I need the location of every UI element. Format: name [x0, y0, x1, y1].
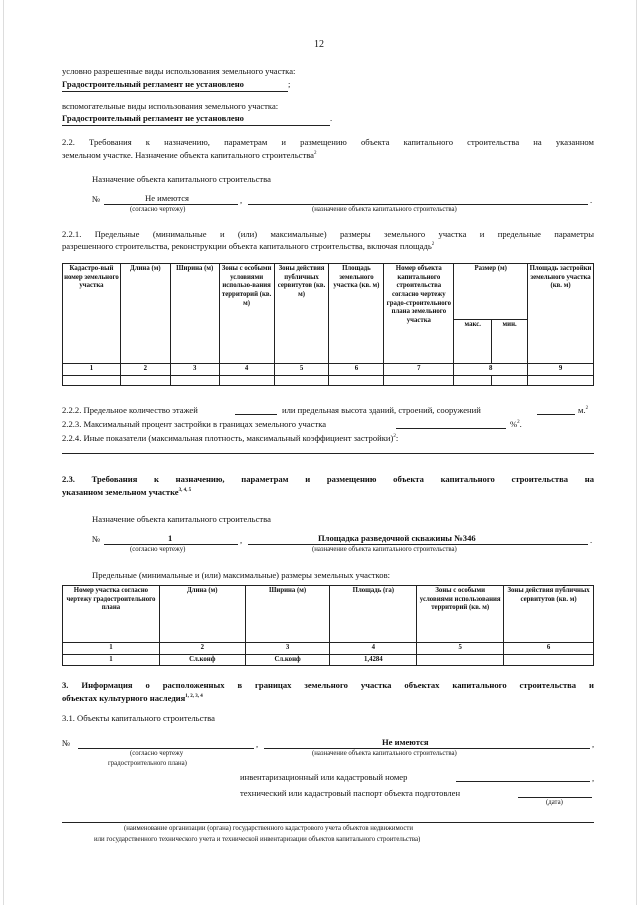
underline: [456, 781, 590, 782]
scan-edge-left: [3, 0, 4, 905]
punctuation: ,: [240, 535, 243, 545]
underline: [396, 428, 506, 429]
column-number: 3: [170, 364, 219, 376]
underline: [104, 204, 238, 205]
scan-edge-right: [636, 0, 637, 905]
table-cell: [329, 375, 384, 385]
caption-purpose: (назначение объекта капитального строительства): [312, 206, 457, 213]
header-area-ha: Площадь (га): [330, 586, 417, 643]
table-cell: [417, 654, 504, 666]
punctuation: ,: [592, 739, 595, 749]
column-number: 9: [528, 364, 594, 376]
underline: [62, 125, 330, 126]
inventory-number-label: инвентаризационный или кадастровый номер: [240, 772, 408, 782]
section-2-3-line2: указанном земельном участке$^{3, 4, 5}$: [62, 487, 192, 497]
header-size-max: макс.: [454, 320, 492, 364]
header-length: Длина (м): [120, 264, 170, 364]
section-3-line2: объектах культурного наследия$^{1, 2, 3, 4}$: [62, 693, 203, 703]
punctuation: .: [330, 113, 333, 123]
caption-organization-2: или государственного технического учета и технической инвентаризации объектов капитального строительства): [94, 836, 421, 843]
underline: [264, 748, 590, 749]
table-cell: [492, 375, 528, 385]
column-number: 4: [330, 643, 417, 655]
header-special-zones: Зоны с особыми условиями использо-вания территорий (кв. м): [219, 264, 274, 364]
column-number: 5: [417, 643, 504, 655]
underline: [248, 544, 588, 545]
section-2-2-line2: земельном участке. Назначение объекта капитального строительства$^2$: [62, 150, 317, 160]
purpose-label: Назначение объекта капитального строительства: [92, 514, 271, 524]
caption-purpose: (назначение объекта капитального строительства): [312, 750, 457, 757]
header-size-min: мин.: [492, 320, 528, 364]
caption-drawing: (согласно чертежу: [130, 750, 184, 757]
table-cell: [384, 375, 454, 385]
section-2-2-4-label: 2.2.4. Иные показатели (максимальная плотность, максимальный коэффициент застройки)$^2$:: [62, 433, 399, 443]
auxiliary-uses-value: Градостроительный регламент не установлено: [62, 113, 244, 123]
objects-value: Не имеются: [382, 737, 429, 747]
table-cell: Сл.конф: [159, 654, 245, 666]
number-sign: №: [92, 534, 101, 544]
header-servitude-zones: Зоны действия публичных сервитутов (кв. м): [274, 264, 329, 364]
table-cell: [528, 375, 594, 385]
underline: [235, 414, 277, 415]
table-cell: [454, 375, 492, 385]
passport-label: технический или кадастровый паспорт объекта подготовлен: [240, 788, 461, 798]
punctuation: .: [590, 195, 593, 205]
object-number: 1: [168, 533, 173, 543]
underline: [62, 91, 288, 92]
caption-purpose: (назначение объекта капитального строительства): [312, 546, 457, 553]
header-special-zones: Зоны с особыми условиями использования территорий (кв. м): [417, 586, 504, 643]
header-build-area: Площадь застройки земельного участка (кв. м): [528, 264, 594, 364]
section-3-line1: 3. Информация о расположенных в границах земельного участка объектах капитального строительства и: [62, 680, 594, 690]
plot-sizes-table: [62, 585, 594, 666]
punctuation: ,: [256, 739, 259, 749]
header-width: Ширина (м): [170, 264, 219, 364]
unit-meters: м.$^2$: [578, 405, 589, 415]
conditional-uses-label: условно разрешенные виды использования земельного участка:: [62, 66, 296, 76]
underline: [78, 748, 254, 749]
purpose-value: Не имеются: [145, 193, 189, 203]
caption-organization-1: (наименование организации (органа) государственного кадастрового учета объектов недвижимости: [124, 825, 413, 832]
parameters-table: [62, 263, 594, 386]
column-number: 1: [63, 364, 121, 376]
section-2-3-line1: 2.3. Требования к назначению, параметрам и размещению объекта капитального строительства на: [62, 474, 594, 484]
underline: [537, 414, 575, 415]
column-number: 2: [120, 364, 170, 376]
table-cell: [170, 375, 219, 385]
header-servitude-zones: Зоны действия публичных сервитутов (кв. м): [504, 586, 594, 643]
table-cell: [63, 375, 121, 385]
section-2-2-1-line2: разрешенного строительства, реконструкции объекта капитального строительства, включая площадь$^2$: [62, 241, 435, 251]
underline: [248, 204, 588, 205]
header-plot-number: Номер участка согласно чертежу градостроительного плана: [63, 586, 160, 643]
unit-percent: %$^2$.: [510, 419, 522, 429]
table-cell: 1: [63, 654, 160, 666]
conditional-uses-value: Градостроительный регламент не установлено: [62, 79, 244, 89]
underline: [62, 453, 594, 454]
punctuation: ,: [240, 195, 243, 205]
plot-limits-label: Предельные (минимальные и (или) максимальные) размеры земельных участков:: [92, 570, 391, 580]
punctuation: .: [590, 535, 593, 545]
header-object-number: Номер объекта капитального строительства согласно чертежу градо-строительного плана земельного участка: [384, 264, 454, 364]
number-sign: №: [62, 738, 71, 748]
table-cell: [504, 654, 594, 666]
page-number: 12: [314, 39, 324, 50]
header-size: Размер (м): [454, 264, 528, 320]
caption-plan: градостроительного плана): [108, 760, 187, 767]
header-length: Длина (м): [159, 586, 245, 643]
underline: [518, 797, 592, 798]
column-number: 6: [329, 364, 384, 376]
section-2-2-2-label-b: или предельная высота зданий, строений, сооружений: [282, 405, 481, 415]
column-number: 2: [159, 643, 245, 655]
column-number: 6: [504, 643, 594, 655]
column-number: 4: [219, 364, 274, 376]
column-number: 1: [63, 643, 160, 655]
underline: [62, 822, 594, 823]
caption-date: (дата): [546, 799, 563, 806]
header-cadastral-number: Кадастро-вый номер земельного участка: [63, 264, 121, 364]
section-2-2-2-label: 2.2.2. Предельное количество этажей: [62, 405, 198, 415]
table-cell: 1,4284: [330, 654, 417, 666]
table-cell: Сл.конф: [245, 654, 330, 666]
section-3-1-title: 3.1. Объекты капитального строительства: [62, 713, 215, 723]
column-number: 8: [454, 364, 528, 376]
caption-drawing: (согласно чертежу): [130, 546, 186, 553]
header-width: Ширина (м): [245, 586, 330, 643]
auxiliary-uses-label: вспомогательные виды использования земельного участка:: [62, 101, 279, 111]
section-2-2-3-label: 2.2.3. Максимальный процент застройки в границах земельного участка: [62, 419, 327, 429]
purpose-label: Назначение объекта капитального строительства: [92, 174, 271, 184]
underline: [104, 544, 238, 545]
table-cell: [274, 375, 329, 385]
number-sign: №: [92, 194, 101, 204]
section-2-2-line1: 2.2. Требования к назначению, параметрам и размещению объекта капитального строительства на указанном: [62, 137, 594, 147]
caption-drawing: (согласно чертежу): [130, 206, 186, 213]
header-plot-area: Площадь земельного участка (кв. м): [329, 264, 384, 364]
object-purpose-value: Площадка разведочной скважины №346: [318, 533, 476, 543]
column-number: 7: [384, 364, 454, 376]
column-number: 5: [274, 364, 329, 376]
punctuation: ,: [592, 773, 595, 783]
table-cell: [219, 375, 274, 385]
punctuation: ;: [288, 79, 291, 89]
column-number: 3: [245, 643, 330, 655]
table-cell: [120, 375, 170, 385]
section-2-2-1-line1: 2.2.1. Предельные (минимальные и (или) максимальные) размеры земельного участка и предельные параметры: [62, 229, 594, 239]
